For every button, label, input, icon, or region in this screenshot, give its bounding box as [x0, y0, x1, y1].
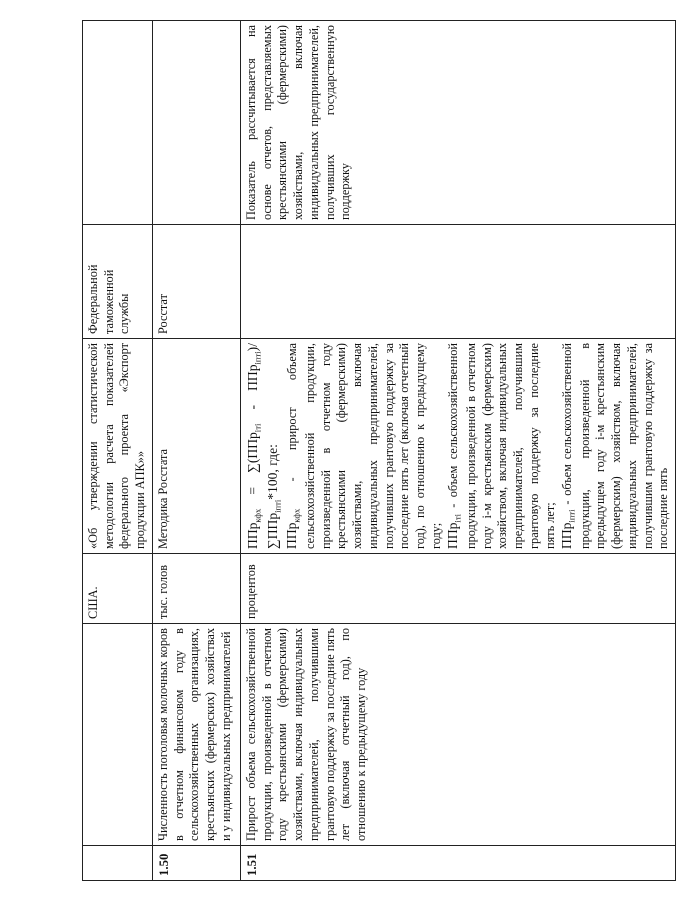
unit-cell: США.	[83, 554, 153, 624]
table-row	[83, 21, 153, 881]
number-cell	[83, 846, 153, 881]
note-cell: Показатель рассчитывается на основе отчетов, представляемых крестьянскими (фермерскими) хозяйствами, включая индивидуальных предпринимателей, получивших государственную поддержку	[240, 21, 675, 225]
method-cell: Методика Росстата	[152, 339, 240, 554]
table-row	[152, 21, 240, 881]
method-cell: «Об утверждении статистической методологии расчета показателей федерального проекта «Экспорт продукции АПК»»	[83, 339, 153, 554]
definition: ППр$_{кфх}$ - прирост объема сельскохозяйственной продукции, произведенной в отчетном году крестьянскими (фермерскими) хозяйствами, включая индивидуальных предпринимателей, получивших грантовую поддержку за последние пять лет (включая отчетный год), по отношению к предыдущему году;	[284, 343, 443, 549]
unit-cell: тыс. голов	[152, 554, 240, 624]
table-row	[240, 21, 675, 881]
formula: ППр$_{кфх}$ = ∑(ППр$_{iті}$ - ППр$_{iпті}$)/∑ППр$_{iпті}$*100, где:	[244, 343, 283, 549]
definition: ППр$_{iпті}$ - объем сельскохозяйственной продукции, произведенной в предыдущем году i-м крестьянским (фермерским) хозяйством, включая индивидуальных предпринимателей, получившим грантовую поддержку за последние пять	[559, 343, 671, 549]
indicator-name: Прирост объема сельскохозяйственной продукции, произведенной в отчетном году крестьянскими (фермерскими) хозяйствами, включая индивидуальных предпринимателей, получившими грантовую поддержку за последние пять лет (включая отчетный год), по отношению к предыдущему году	[240, 624, 675, 846]
indicator-name: Численность поголовья молочных коров в отчетном финансовом году в сельскохозяйственных организациях, крестьянских (фермерских) хозяйствах и у индивидуальных предпринимателей	[152, 624, 240, 846]
indicators-table	[82, 20, 676, 881]
note-cell	[83, 21, 153, 225]
source-cell	[240, 225, 675, 339]
source-cell: Росстат	[152, 225, 240, 339]
row-number: 1.51	[240, 846, 675, 881]
source-cell: Федеральной таможенной службы	[83, 225, 153, 339]
row-number: 1.50	[152, 846, 240, 881]
definition: ППр$_{iті}$ - объем сельскохозяйственной продукции, произведенной в отчетном году i-м крестьянским (фермерским) хозяйством, включая индивидуальных предпринимателей, получившим грантовую поддержку за последние пять лет;	[445, 343, 557, 549]
indicator-name-cell	[83, 624, 153, 846]
unit-cell: процентов	[240, 554, 675, 624]
method-cell	[240, 339, 675, 554]
note-cell	[152, 21, 240, 225]
